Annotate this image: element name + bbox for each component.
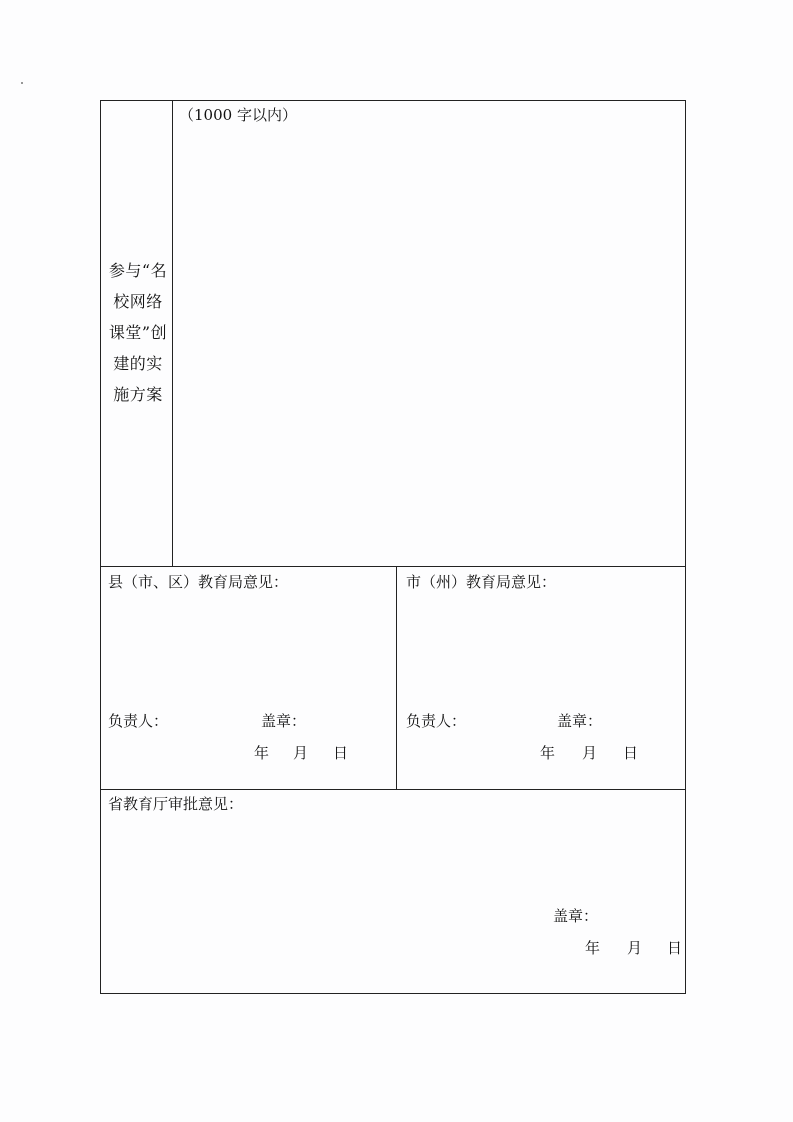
- bureau-opinions-row: [101, 567, 685, 790]
- county-opinion-cell[interactable]: [101, 567, 397, 789]
- plan-content-field[interactable]: [173, 101, 685, 566]
- plan-label-line: 施方案: [113, 385, 163, 404]
- word-limit-note: （1000 字以内）: [179, 106, 297, 124]
- date-day: 日: [623, 744, 639, 762]
- date-month: 月: [293, 744, 309, 762]
- city-seal-label: 盖章：: [557, 712, 603, 730]
- implementation-plan-row: [101, 101, 685, 567]
- plan-label: [107, 255, 169, 410]
- date-month: 月: [627, 939, 643, 957]
- province-opinion-heading: 省教育厅审批意见：: [108, 795, 244, 813]
- county-opinion-heading: 县（市、区）教育局意见：: [108, 573, 289, 591]
- city-opinion-cell[interactable]: [397, 567, 685, 789]
- date-month: 月: [582, 744, 598, 762]
- date-day: 日: [333, 744, 349, 762]
- city-opinion-heading: 市（州）教育局意见：: [406, 573, 557, 591]
- province-seal-label: 盖章：: [553, 907, 599, 925]
- county-seal-label: 盖章：: [261, 712, 307, 730]
- date-day: 日: [667, 939, 683, 957]
- plan-label-line: 校网络: [113, 292, 163, 311]
- plan-label-line: 建的实: [113, 354, 163, 373]
- county-responsible-label: 负责人：: [108, 712, 169, 730]
- city-responsible-label: 负责人：: [406, 712, 467, 730]
- date-year: 年: [254, 744, 270, 762]
- date-year: 年: [540, 744, 556, 762]
- plan-label-line: 课堂”创: [108, 323, 168, 342]
- plan-label-line: 参与“名: [108, 261, 168, 280]
- application-form-table: [100, 100, 686, 994]
- date-year: 年: [585, 939, 601, 957]
- province-opinion-cell[interactable]: [101, 790, 685, 993]
- plan-label-cell: [101, 101, 173, 566]
- scan-speck: [21, 82, 23, 84]
